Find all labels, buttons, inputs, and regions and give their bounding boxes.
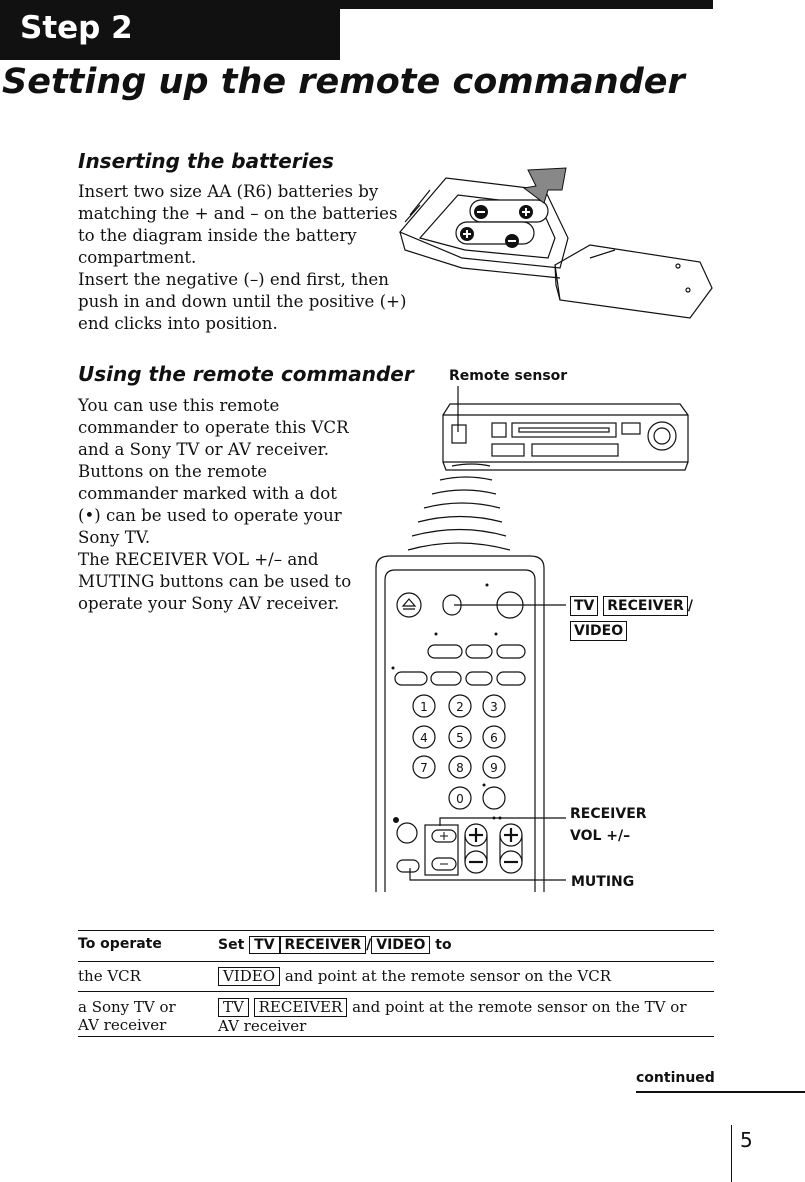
key-8: 8 — [456, 761, 464, 775]
key-6: 6 — [490, 731, 498, 745]
header-slash: / — [366, 937, 372, 953]
text-line: Insert two size AA (R6) batteries by — [78, 182, 379, 201]
video-box: VIDEO — [218, 967, 280, 986]
table-rule — [78, 930, 714, 931]
text-line: commander marked with a dot — [78, 484, 337, 503]
row-target: the VCR — [78, 967, 141, 985]
header-to: to — [435, 937, 452, 953]
receiver-box: RECEIVER — [254, 998, 348, 1017]
text-line: compartment. — [78, 248, 197, 267]
header-set: Set — [218, 937, 245, 953]
continued-label: continued — [636, 1070, 715, 1086]
text-line: to the diagram inside the battery — [78, 226, 357, 245]
remote-sensor-label: Remote sensor — [449, 368, 568, 384]
row-target-line: a Sony TV or — [78, 998, 176, 1016]
header-col2 — [218, 936, 708, 954]
row-setting-text: and point at the remote sensor on the VCR — [284, 967, 612, 985]
key-3: 3 — [490, 700, 498, 714]
header-receiver-box: RECEIVER — [280, 936, 367, 954]
key-5: 5 — [456, 731, 464, 745]
muting-label: MUTING — [571, 874, 635, 890]
text-line: Insert the negative (–) end first, then — [78, 270, 389, 289]
table-rule — [78, 1036, 714, 1037]
row-target-line: AV receiver — [78, 1016, 167, 1034]
text-line: operate your Sony AV receiver. — [78, 594, 340, 613]
tv-box: TV — [218, 998, 249, 1017]
key-4: 4 — [420, 731, 428, 745]
header-video-box: VIDEO — [371, 936, 430, 954]
video-box: VIDEO — [570, 621, 627, 641]
text-line: matching the + and – on the batteries — [78, 204, 398, 223]
text-line: Buttons on the remote — [78, 462, 268, 481]
text-line: (•) can be used to operate your — [78, 506, 342, 525]
text-line: commander to operate this VCR — [78, 418, 349, 437]
text-line: The RECEIVER VOL +/– and — [78, 550, 319, 569]
page-title: Setting up the remote commander — [2, 62, 685, 102]
slash: / — [687, 598, 693, 614]
text-line: MUTING buttons can be used to — [78, 572, 352, 591]
remote-text — [78, 395, 351, 615]
page-number: 5 — [740, 1128, 753, 1152]
continued-rule — [636, 1091, 805, 1093]
table-rule — [78, 961, 714, 962]
page-number-bar — [731, 1125, 732, 1182]
text-line: push in and down until the positive (+) — [78, 292, 407, 311]
text-line: Sony TV. — [78, 528, 151, 547]
row-setting-text: AV receiver — [218, 1017, 307, 1035]
step-label: Step 2 — [20, 10, 133, 46]
text-line: You can use this remote — [78, 396, 280, 415]
row-setting — [218, 998, 708, 1035]
key-2: 2 — [456, 700, 464, 714]
receiver-vol-line1: RECEIVER — [570, 806, 647, 822]
row-setting-text: and point at the remote sensor on the TV or — [352, 998, 687, 1016]
table-rule — [78, 991, 714, 992]
tv-receiver-switch-label — [570, 596, 693, 616]
key-7: 7 — [420, 761, 428, 775]
batteries-text — [78, 181, 406, 335]
key-9: 9 — [490, 761, 498, 775]
remote-number-keys — [420, 700, 498, 806]
text-line: and a Sony TV or AV receiver. — [78, 440, 330, 459]
video-label — [570, 621, 627, 641]
receiver-vol-line2: VOL +/– — [570, 828, 631, 844]
key-1: 1 — [420, 700, 428, 714]
text-line: end clicks into position. — [78, 314, 278, 333]
top-rule — [340, 0, 713, 9]
batteries-heading: Inserting the batteries — [78, 149, 334, 173]
receiver-box: RECEIVER — [603, 596, 688, 616]
row-target — [78, 998, 213, 1034]
receiver-vol-label — [570, 803, 647, 847]
header-tv-box: TV — [249, 936, 279, 954]
tv-box: TV — [570, 596, 598, 616]
row-setting — [218, 967, 708, 986]
key-0: 0 — [456, 792, 464, 806]
header-col1: To operate — [78, 936, 162, 952]
remote-heading: Using the remote commander — [78, 362, 414, 386]
step-tab — [0, 0, 340, 60]
